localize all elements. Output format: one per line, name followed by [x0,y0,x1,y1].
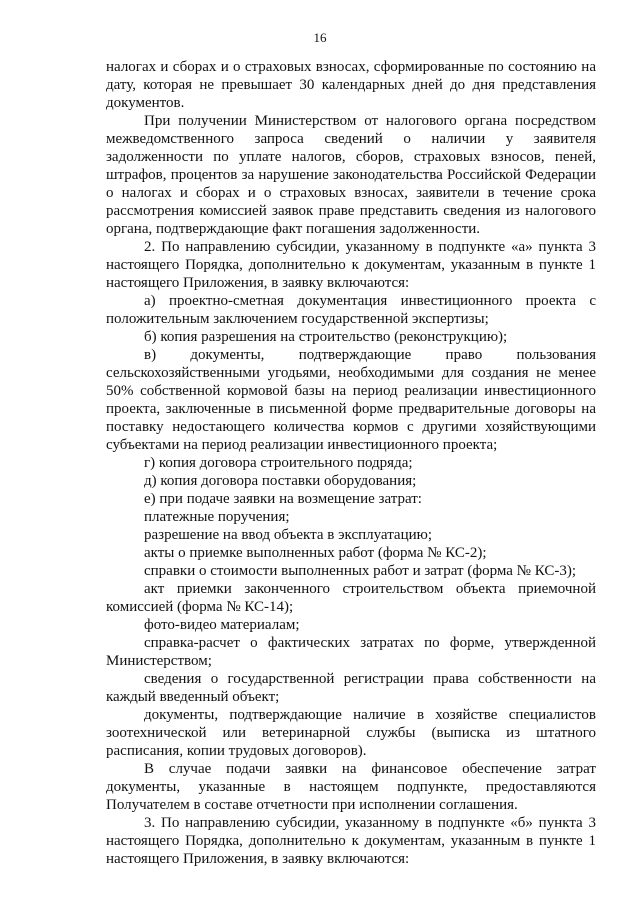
sub-item-ks2: акты о приемке выполненных работ (форма № КС-2); [144,545,487,561]
list-item-g: г) копия договора строительного подряда; [144,455,413,471]
paragraph-section-3: 3. По направлению субсидии, указанному в подпункте «б» пункта 3 настоящего Порядка, дополнительно к документам, указанным в пункте 1 настоящего Приложения, в заявку включаются: [106,815,596,867]
list-item-a: а) проектно-сметная документация инвестиционного проекта с положительным заключением государственной экспертизы; [106,293,596,327]
list-item-d: д) копия договора поставки оборудования; [144,473,417,489]
sub-item-ownership-registration: сведения о государственной регистрации права собственности на каждый введенный объект; [106,671,596,705]
list-item-b: б) копия разрешения на строительство (реконструкцию); [144,329,508,345]
paragraph-section-2: 2. По направлению субсидии, указанному в подпункте «а» пункта 3 настоящего Порядка, дополнительно к документам, указанным в пункте 1 настоящего Приложения, в заявку включаются: [106,239,596,291]
sub-item-payment-orders: платежные поручения; [144,509,290,525]
list-item-e: е) при подаче заявки на возмещение затрат: [144,491,422,507]
sub-item-specialists: документы, подтверждающие наличие в хозяйстве специалистов зоотехнической или ветеринарной службы (выписка из штатного расписания, копии трудовых договоров). [106,707,596,759]
sub-item-ks14: акт приемки законченного строительством объекта приемочной комиссией (форма № КС-14); [106,581,596,615]
paragraph-continuation: налогах и сборах и о страховых взносах, сформированные по состоянию на дату, которая не превышает 30 календарных дней до дня представления документов. [106,59,596,111]
document-body [106,58,596,868]
paragraph-tax-debt: При получении Министерством от налогового органа посредством межведомственного запроса сведений о наличии у заявителя задолженности по уплате налогов, сборов, страховых взносов, пеней, штрафов, процентов за нарушение законодательства Российской Федерации о налогах и сборах и о страховых взносах, заявители в течение срока рассмотрения комиссией заявок праве представить сведения из налогового органа, подтверждающие факт погашения задолженности. [106,113,596,237]
sub-item-photo-video: фото-видео материалам; [144,617,300,633]
sub-item-cost-calculation: справка-расчет о фактических затратах по форме, утвержденной Министерством; [106,635,596,669]
sub-item-commissioning-permit: разрешение на ввод объекта в эксплуатацию; [144,527,433,543]
paragraph-financing-case: В случае подачи заявки на финансовое обеспечение затрат документы, указанные в настоящем подпункте, предоставляются Получателем в составе отчетности при исполнении соглашения. [106,761,596,813]
page-number: 16 [313,30,327,45]
sub-item-ks3: справки о стоимости выполненных работ и затрат (форма № КС-3); [144,563,577,579]
list-item-v: в) документы, подтверждающие право пользования сельскохозяйственными угодьями, необходимыми для создания не менее 50% собственной кормовой базы на период реализации инвестиционного проекта, заключенные в письменной форме предварительные договоры на поставку недостающего количества кормов с другими хозяйствующими субъектами на период реализации инвестиционного проекта; [106,347,596,453]
